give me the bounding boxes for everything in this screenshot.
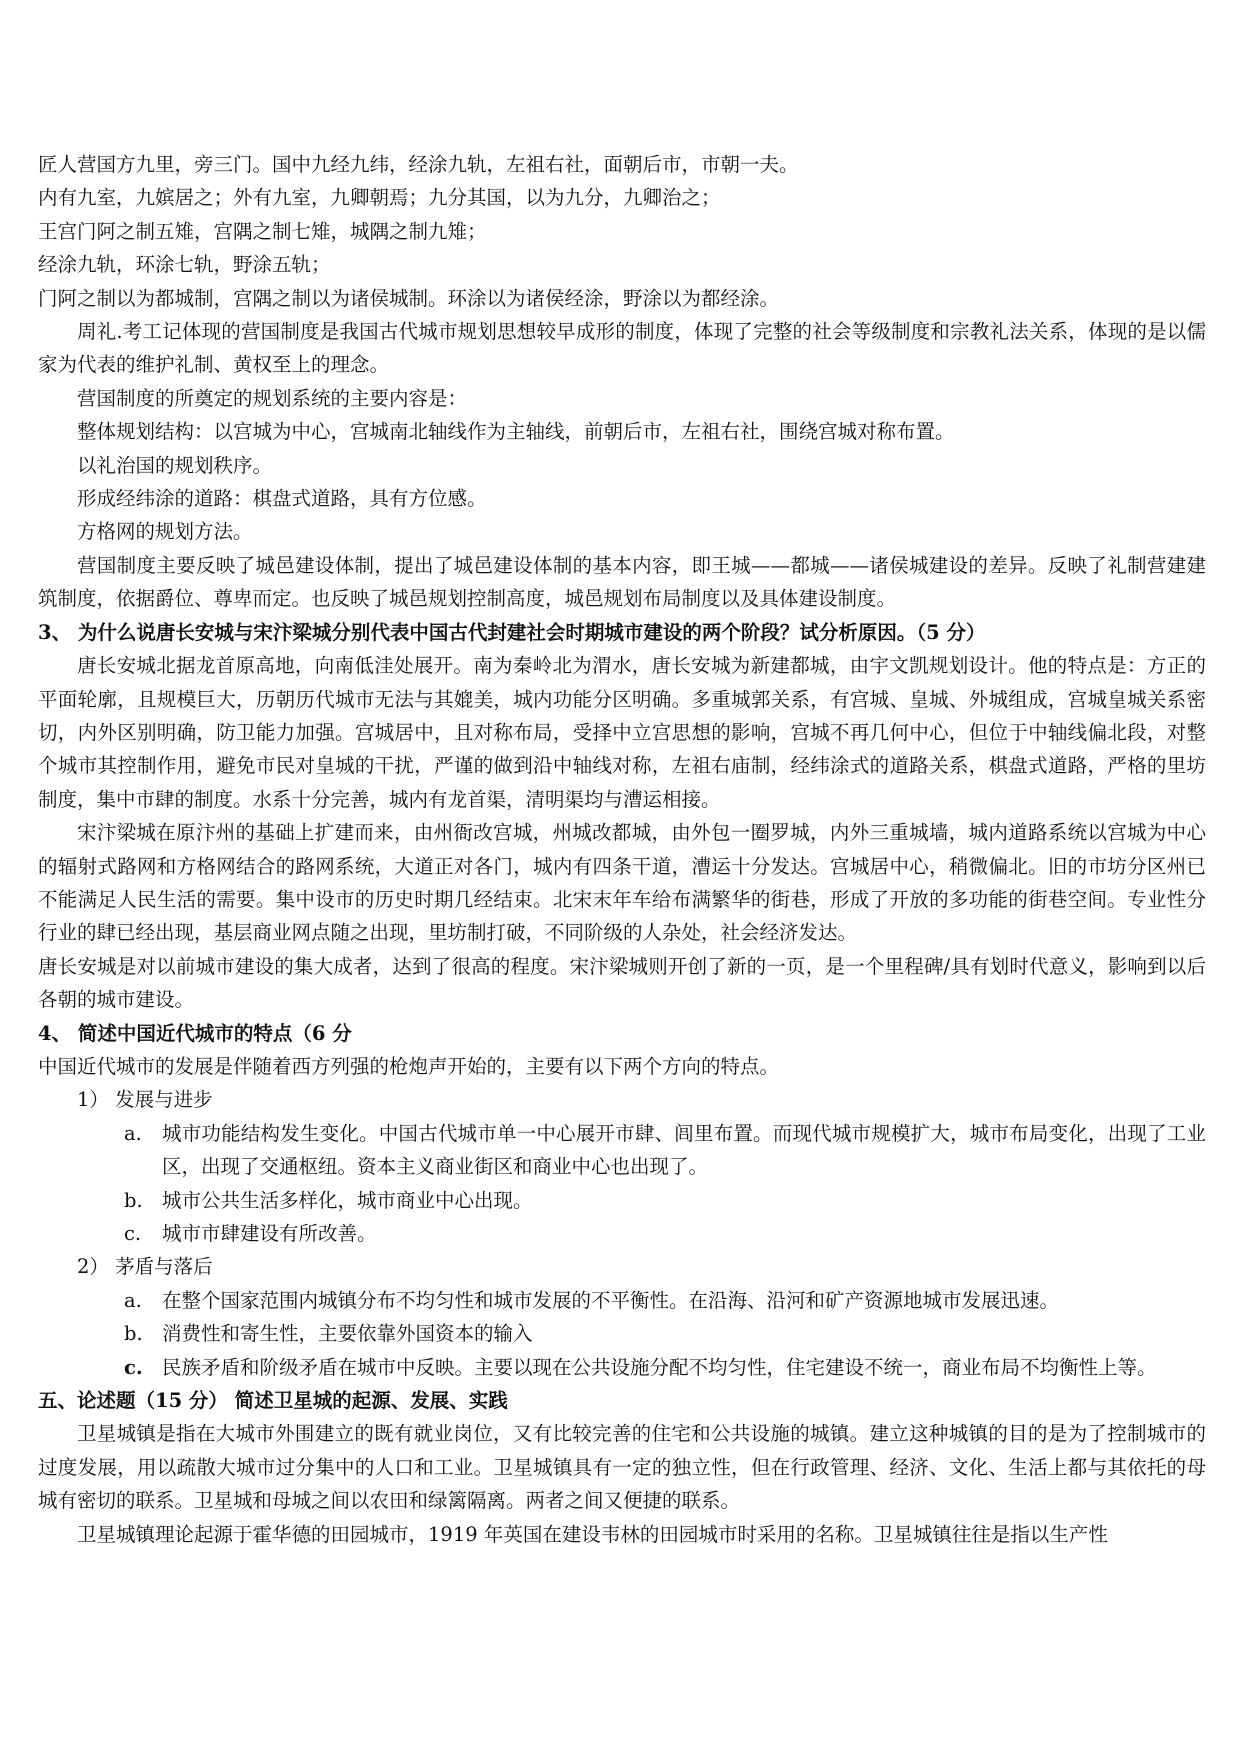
question-5-heading: 五、论述题（15 分） 简述卫星城的起源、发展、实践 — [38, 1389, 508, 1413]
paragraph-satellite-origin: 卫星城镇理论起源于霍华德的田园城市，1919 年英国在建设韦林的田园城市时采用的名称。卫星城镇往往是指以生产性 — [77, 1522, 1108, 1546]
list-marker: c. — [124, 1222, 142, 1245]
text-line: 经涂九轨，环涂七轨，野涂五轨； — [38, 253, 331, 277]
question-4-intro: 中国近代城市的发展是伴随着西方列强的枪炮声开始的，主要有以下两个方向的特点。 — [38, 1054, 780, 1078]
text-line: 内有九室，九嫔居之；外有九室，九卿朝焉；九分其国，以为九分，九卿治之； — [38, 186, 721, 210]
text-line: 形成经纬涂的道路：棋盘式道路，具有方位感。 — [77, 487, 487, 511]
list-item-text: 在整个国家范围内城镇分布不均匀性和城市发展的不平衡性。在沿海、沿河和矿产资源地城市发展迅速。 — [162, 1288, 1060, 1312]
list-marker: a. — [124, 1121, 142, 1145]
list-marker: b. — [124, 1322, 143, 1346]
list-item — [38, 1317, 1206, 1350]
list-marker: b. — [124, 1188, 143, 1212]
paragraph-tang-changan: 唐长安城北据龙首原高地，向南低洼处展开。南为秦岭北为渭水，唐长安城为新建都城，由宇文凯规划设计。他的特点是：方正的平面轮廓，且规模巨大，历朝历代城市无法与其媲美，城内功能分区明确。多重城郭关系，有宫城、皇城、外城组成，宫城皇城关系密切，内外区别明确，防卫能力加强。宫城居中，且对称布局，受择中立宫思想的影响，宫城不再几何中心，但位于中轴线偏北段，对整个城市其控制作用，避免市民对皇城的干扰，严谨的做到沿中轴线对称，左祖右庙制，经纬涂式的道路关系，棋盘式道路，严格的里坊制度，集中市肆的制度。水系十分完善，城内有龙首渠，清明渠均与漕运相接。 — [38, 654, 1206, 811]
question-4-heading: 4、 简述中国近代城市的特点（6 分 — [38, 1021, 352, 1045]
list-marker: a. — [124, 1288, 142, 1312]
text-line: 营国制度的所奠定的规划系统的主要内容是： — [77, 386, 468, 410]
list-item-text: 民族矛盾和阶级矛盾在城市中反映。主要以现在公共设施分配不均匀性，住宅建设不统一，商业布局不均衡性上等。 — [162, 1355, 1157, 1379]
text-line: 匠人营国方九里，旁三门。国中九经九纬，经涂九轨，左祖右社，面朝后市，市朝一夫。 — [38, 153, 799, 176]
paragraph-satellite-definition: 卫星城镇是指在大城市外围建立的既有就业岗位，又有比较完善的住宅和公共设施的城镇。建立这种城镇的目的是为了控制城市的过度发展，用以疏散大城市过分集中的人口和工业。卫星城镇具有一定的独立性，但在行政管理、经济、文化、生活上都与其依托的母城有密切的联系。卫星城和母城之间以农田和绿篱隔离。两者之间又便捷的联系。 — [38, 1422, 1206, 1513]
text-line: 门阿之制以为都城制，宫隅之制以为诸侯城制。环涂以为诸侯经涂，野涂以为都经涂。 — [38, 286, 780, 310]
text-line: 以礼治国的规划秩序。 — [77, 453, 273, 477]
list-item-text: 城市市肆建设有所改善。 — [162, 1222, 377, 1245]
list-item-text: 城市公共生活多样化，城市商业中心出现。 — [162, 1188, 533, 1212]
document-page — [38, 148, 1206, 1551]
list-item — [38, 1117, 1206, 1184]
list-item — [38, 1351, 1206, 1384]
paragraph-song-bianliang: 宋汴梁城在原汴州的基础上扩建而来，由州衙改宫城，州城改都城，由外包一圈罗城，内外三重城墙，城内道路系统以宫城为中心的辐射式路网和方格网结合的路网系统，大道正对各门，城内有四条干道，漕运十分发达。宫城居中心，稍微偏北。旧的市坊分区州已不能满足人民生活的需要。集中设市的历史时期几经结束。北宋末年车给布满繁华的街巷，形成了开放的多功能的街巷空间。专业性分行业的肆已经出现，基层商业网点随之出现，里坊制打破，不同阶级的人杂处，社会经济发达。 — [38, 821, 1206, 945]
question-3-heading: 3、 为什么说唐长安城与宋汴梁城分别代表中国古代封建社会时期城市建设的两个阶段？试分析原因。（5 分） — [38, 620, 986, 644]
list-item-text: 消费性和寄生性，主要依靠外国资本的输入 — [162, 1322, 533, 1346]
list-item — [38, 1284, 1206, 1317]
text-line: 整体规划结构：以宫城为中心，宫城南北轴线作为主轴线，前朝后市，左祖右社，围绕宫城对称布置。 — [77, 420, 955, 444]
list-item — [38, 1184, 1206, 1217]
section-title: 1） 发展与进步 — [77, 1088, 213, 1112]
list-marker: c. — [124, 1355, 143, 1379]
list-item — [38, 1217, 1206, 1250]
list-item-text: 城市功能结构发生变化。中国古代城市单一中心展开市肆、闾里布置。而现代城市规模扩大，城市布局变化，出现了工业区，出现了交通枢纽。资本主义商业街区和商业中心也出现了。 — [162, 1121, 1206, 1179]
paragraph-conclusion: 唐长安城是对以前城市建设的集大成者，达到了很高的程度。宋汴梁城则开创了新的一页，是一个里程碑/具有划时代意义，影响到以后各朝的城市建设。 — [38, 954, 1206, 1012]
section-title: 2） 茅盾与落后 — [77, 1255, 213, 1279]
paragraph-zhouli: 周礼.考工记体现的营国制度是我国古代城市规划思想较早成形的制度，体现了完整的社会等级制度和宗教礼法关系，体现的是以儒家为代表的维护礼制、黄权至上的理念。 — [38, 320, 1206, 377]
text-line: 方格网的规划方法。 — [77, 520, 253, 544]
text-line: 王宫门阿之制五雉，宫隅之制七雉，城隅之制九雉； — [38, 219, 487, 243]
paragraph-yingguo: 营国制度主要反映了城邑建设体制，提出了城邑建设体制的基本内容，即王城——都城——诸侯城建设的差异。反映了礼制营建建筑制度，依据爵位、尊卑而定。也反映了城邑规划控制高度，城邑规划布局制度以及具体建设制度。 — [38, 553, 1206, 611]
